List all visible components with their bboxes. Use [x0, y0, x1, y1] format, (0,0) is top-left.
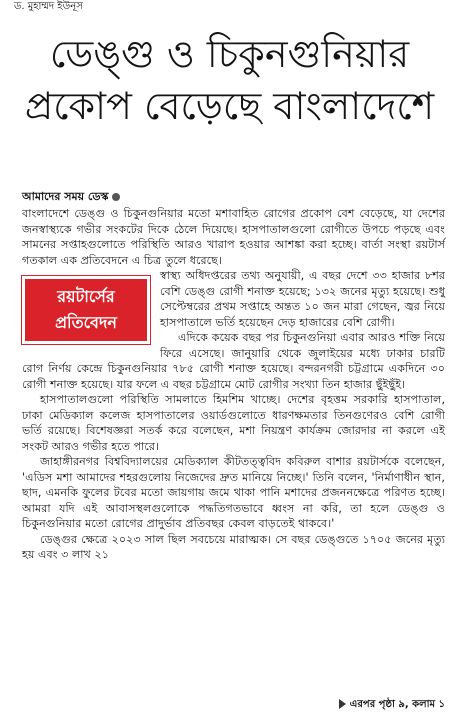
bullet-icon [112, 193, 120, 201]
byline [22, 190, 120, 204]
box-label-line2: প্রতিবেদন [55, 313, 117, 332]
paragraph: বাংলাদেশে ডেঙ্গু ও চিকুনগুনিয়ার মতো মশাবাহিত রোগের প্রকোপ বেশ বেড়েছে, যা দেশের জনস্বাস্থ্যকে গভীর সংকটের দিকে ঠেলে দিয়েছে। হাসপাতালগুলো রোগীতে উপচে পড়ছে এবং সামনের সপ্তাহগুলোতে পরিস্থিতি আরও খারাপ হওয়ার আশঙ্কা করা হচ্ছে। বার্তা সংস্থা রয়টার্স গতকাল এক প্রতিবেদনে এ চিত্র তুলে ধরেছে। [22, 207, 445, 267]
paragraph: ডেঙ্গুর ক্ষেত্রে ২০২৩ সাল ছিল সবচেয়ে মারাত্মক। সে বছর ডেঙ্গুতে ১৭০৫ জনের মৃত্যু হয় এবং ৩ লাখ ২১ [22, 532, 445, 561]
paragraph: হাসপাতালগুলো পরিস্থিতি সামলাতে হিমশিম খাচ্ছে। দেশের বৃহত্তম সরকারি হাসপাতাল, ঢাকা মেডিক্যাল কলেজ হাসপাতালের ওয়ার্ডগুলোতে ধারণক্ষমতার তিনগুণেরও বেশি রোগী ভর্তি রয়েছে। বিশেষজ্ঞরা সতর্ক করে বলেছেন, মশা নিয়ন্ত্রণ কার্যক্রম জোরদার না করলে এই সংকট আরও গভীর হতে পারে। [22, 393, 445, 453]
continued-label: এরপর পৃষ্ঠা ৯, কলাম ১ [349, 699, 445, 710]
paragraph: স্বাস্থ্য অধিদপ্তরের তথ্য অনুযায়ী, এ বছর দেশে ৩৩ হাজার ৮শর বেশি ডেঙ্গু রোগী শনাক্ত হয়েছে; ১৩২ জনের মৃত্যু হয়েছে। শুধু সেপ্টেম্বরের প্রথম সপ্তাহে অন্তত ১০ জন মারা গেছেন, জ্বর নিয়ে হাসপাতালে ভর্তি হয়েছেন দেড় হাজারের বেশি রোগী। [160, 269, 445, 329]
source-label-box [22, 276, 150, 344]
author-line: ড. মুহাম্মদ ইউনূস [14, 1, 83, 12]
continued-note [339, 698, 445, 712]
headline: ডেঙ্গু ও চিকুনগুনিয়ার প্রকোপ বেড়েছে বাংলাদেশে [24, 32, 435, 128]
box-label-line1: রয়টার্সের [57, 287, 115, 306]
paragraph: জাহাঙ্গীরনগর বিশ্ববিদ্যালয়ের মেডিক্যাল কীটতত্ত্ববিদ কবিরুল বাশার রয়টার্সকে বলেছেন, 'এডিস মশা আমাদের শহরগুলোয় নিজেদের দ্রুত মানিয়ে নিচ্ছে।' তিনি বলেন, 'নির্মাণাধীন স্থান, ছাদ, এমনকি ফুলের টবের মতো জায়গায় জমে থাকা পানি মশাদের প্রজননক্ষেত্রে পরিণত হচ্ছে। আমরা যদি এই আবাসস্থলগুলোকে পদ্ধতিগতভাবে ধ্বংস না করি, তা হলে ডেঙ্গু ও চিকুনগুনিয়ার মতো রোগের প্রাদুর্ভাব প্রতিবছর কেবল বাড়তেই থাকবে।' [22, 455, 445, 530]
arrow-right-icon [339, 699, 346, 709]
article-body [22, 206, 445, 563]
paragraph: এদিকে কয়েক বছর পর চিকুনগুনিয়া এবার আরও শক্তি নিয়ে ফিরে এসেছে। জানুয়ারি থেকে জুলাইয়ের মধ্যে ঢাকার চারটি রোগ নির্ণয় কেন্দ্রে চিকুনগুনিয়ার ৭৮৫ রোগী শনাক্ত হয়েছে। বন্দরনগরী চট্টগ্রামে একদিনে ৩০ রোগী শনাক্ত হয়েছে। যার ফলে এ বছর চট্টগ্রামে মোট রোগীর সংখ্যা তিন হাজার ছুঁইছুঁই। [22, 331, 445, 391]
byline-text: আমাদের সময় ডেস্ক [22, 190, 109, 203]
